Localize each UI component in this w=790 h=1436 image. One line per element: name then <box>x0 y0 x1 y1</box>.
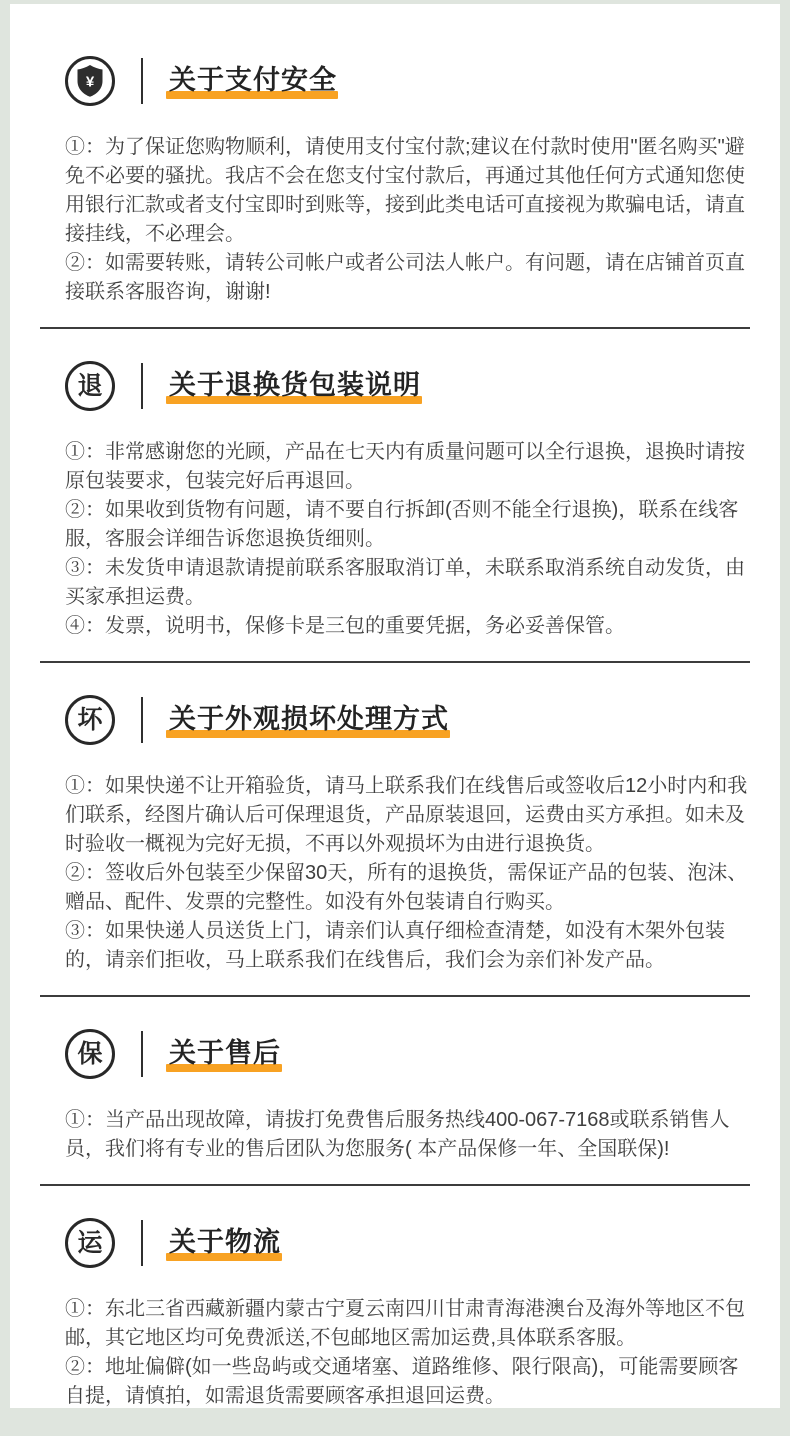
section-divider <box>40 995 750 997</box>
section-title-text: 关于支付安全 <box>169 65 337 96</box>
section-title-text: 关于退换货包装说明 <box>169 370 421 401</box>
section-body <box>65 772 755 975</box>
section-title-text: 关于外观损坏处理方式 <box>169 704 449 735</box>
policy-item: ②：如果收到货物有问题，请不要自行拆卸(否则不能全行退换)，联系在线客服，客服会详细告诉您退换货细则。 <box>65 499 739 550</box>
icon-char: 运 <box>77 1228 103 1257</box>
policy-item: ④：发票，说明书，保修卡是三包的重要凭据，务必妥善保管。 <box>65 615 625 637</box>
policy-item: ③：如果快递人员送货上门，请亲们认真仔细检查清楚，如没有木架外包装的，请亲们拒收，马上联系我们在线售后，我们会为亲们补发产品。 <box>65 920 725 971</box>
icon-char: 退 <box>77 371 103 400</box>
section-body <box>65 133 755 307</box>
section-title <box>169 1228 281 1258</box>
policy-item: ③：未发货申请退款请提前联系客服取消订单，未联系取消系统自动发货，由买家承担运费。 <box>65 557 745 608</box>
yen-glyph: ¥ <box>85 73 95 91</box>
section-return-packaging <box>10 360 780 641</box>
section-divider <box>40 661 750 663</box>
section-header <box>65 55 755 107</box>
section-title-text: 关于售后 <box>169 1038 281 1069</box>
policy-item: ①：当产品出现故障，请拔打免费售后服务热线400-067-7168或联系销售人员，我们将有专业的售后团队为您服务( 本产品保修一年、全国联保)! <box>65 1109 730 1160</box>
policy-item: ②：签收后外包装至少保留30天，所有的退换货，需保证产品的包装、泡沫、赠品、配件、发票的完整性。如没有外包装请自行购买。 <box>65 862 748 913</box>
circled-tui-icon <box>65 361 115 411</box>
section-title <box>169 371 421 401</box>
policy-item: ①：东北三省西藏新疆内蒙古宁夏云南四川甘肃青海港澳台及海外等地区不包邮，其它地区均可免费派送,不包邮地区需加运费,具体联系客服。 <box>65 1298 745 1349</box>
section-title <box>169 1039 281 1069</box>
section-title <box>169 705 449 735</box>
section-header <box>65 1217 755 1269</box>
header-divider-bar <box>141 58 143 104</box>
icon-char: 坏 <box>77 705 103 734</box>
header-divider-bar <box>141 1220 143 1266</box>
section-divider <box>40 327 750 329</box>
policy-item: ②：如需要转账，请转公司帐户或者公司法人帐户。有问题，请在店铺首页直接联系客服咨询，谢谢! <box>65 252 745 303</box>
circled-yun-icon <box>65 1218 115 1268</box>
shield-yen-graphic <box>68 59 112 103</box>
section-body <box>65 1106 755 1164</box>
section-title-text: 关于物流 <box>169 1227 281 1258</box>
section-logistics <box>10 1217 780 1408</box>
section-damage-handling <box>10 694 780 975</box>
section-body <box>65 438 755 641</box>
section-title <box>169 66 337 96</box>
icon-char: 保 <box>77 1039 103 1068</box>
section-divider <box>40 1184 750 1186</box>
circled-huai-icon <box>65 695 115 745</box>
section-payment-security <box>10 55 780 307</box>
section-body <box>65 1295 755 1408</box>
section-after-sales <box>10 1028 780 1164</box>
section-header <box>65 1028 755 1080</box>
header-divider-bar <box>141 1031 143 1077</box>
header-divider-bar <box>141 363 143 409</box>
content-card <box>10 4 780 1408</box>
policy-item: ①：为了保证您购物顺利，请使用支付宝付款;建议在付款时使用"匿名购买"避免不必要的骚扰。我店不会在您支付宝付款后，再通过其他任何方式通知您使用银行汇款或者支付宝即时到账等，接到此类电话可直接视为欺骗电话，请直接挂线，不必理会。 <box>65 136 745 245</box>
section-header <box>65 360 755 412</box>
policy-item: ②：地址偏僻(如一些岛屿或交通堵塞、道路维修、限行限高)，可能需要顾客自提，请慎拍，如需退货需要顾客承担退回运费。 <box>65 1356 739 1407</box>
shield-yen-icon <box>65 56 115 106</box>
circled-bao-icon <box>65 1029 115 1079</box>
section-header <box>65 694 755 746</box>
policy-item: ①：非常感谢您的光顾，产品在七天内有质量问题可以全行退换，退换时请按原包装要求，包装完好后再退回。 <box>65 441 745 492</box>
header-divider-bar <box>141 697 143 743</box>
policy-item: ①：如果快递不让开箱验货，请马上联系我们在线售后或签收后12小时内和我们联系，经图片确认后可保理退货，产品原装退回，运费由买方承担。如未及时验收一概视为完好无损，不再以外观损坏为由进行退换货。 <box>65 775 748 855</box>
